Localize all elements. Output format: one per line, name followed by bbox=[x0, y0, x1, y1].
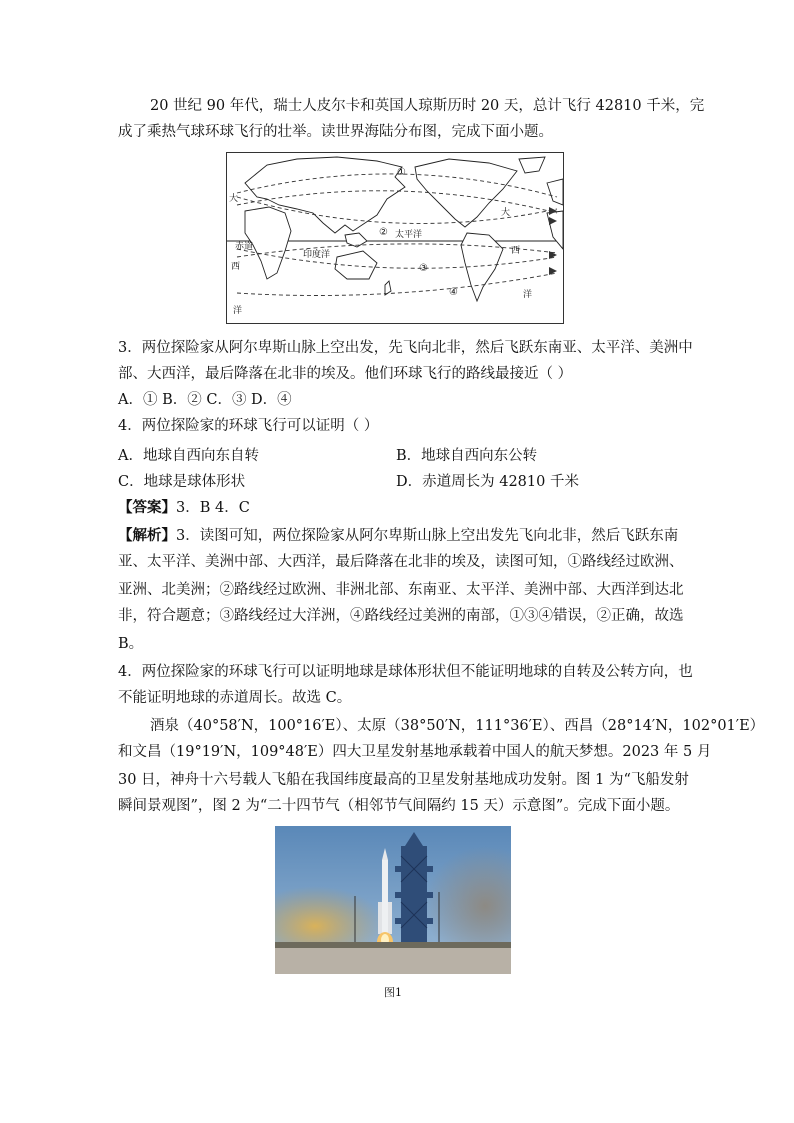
label-chidao: 赤道 bbox=[235, 242, 254, 252]
world-map bbox=[226, 152, 564, 324]
q4-stem: 4．两位探险家的环球飞行可以证明（ ） bbox=[118, 418, 379, 434]
label-pacific: 太平洋 bbox=[395, 230, 423, 240]
intro2-line-3: 30 日，神舟十六号载人飞船在我国纬度最高的卫星发射基地成功发射。图 1 为“飞船发射 bbox=[118, 772, 689, 788]
q4-option-c: C．地球是球体形状 bbox=[118, 474, 246, 490]
new-zealand bbox=[385, 281, 391, 295]
route-4 bbox=[237, 273, 557, 296]
marker-4: ④ bbox=[449, 287, 458, 298]
tree-line bbox=[275, 942, 511, 948]
analysis-line-2: 亚、太平洋、美洲中部、大西洋，最后降落在北非的埃及，读图可知，①路线经过欧洲、 bbox=[118, 554, 684, 570]
continents bbox=[245, 157, 563, 301]
figure1-photo bbox=[275, 826, 511, 974]
analysis-line-6: 4．两位探险家的环球飞行可以证明地球是球体形状但不能证明地球的自转及公转方向，也 bbox=[118, 664, 693, 680]
q3-line-2: 部、大西洋，最后降落在北非的埃及。他们环球飞行的路线最接近（ ） bbox=[118, 366, 573, 382]
figure1-caption: 图1 bbox=[384, 986, 402, 999]
ground bbox=[275, 944, 511, 974]
marker-3: ③ bbox=[419, 263, 428, 274]
label-da-right: 大 bbox=[501, 208, 511, 218]
analysis-line-5: B。 bbox=[118, 636, 144, 652]
label-xi-right: 西 bbox=[511, 246, 521, 256]
intro2-line-4: 瞬间景观图”，图 2 为“二十四节气（相邻节气间隔约 15 天）示意图”。完成下面小题。 bbox=[118, 798, 680, 814]
analysis-line-1 bbox=[118, 526, 678, 546]
analysis-line-3: 亚洲、北美洲；②路线经过欧洲、非洲北部、东南亚、太平洋、美洲中部、大西洋到达北 bbox=[118, 582, 684, 598]
answer-label: 【答案】 bbox=[118, 499, 176, 516]
intro2-line-2: 和文昌（19°19′N，109°48′E）四大卫星发射基地承载着中国人的航天梦想。2023 年 5 月 bbox=[118, 744, 712, 760]
answer-text: 3．B 4．C bbox=[176, 500, 250, 516]
label-xi-left: 西 bbox=[231, 262, 241, 272]
label-indian-ocean: 印度洋 bbox=[303, 250, 331, 260]
analysis-label: 【解析】 bbox=[118, 527, 176, 544]
intro-line-2: 成了乘热气球环球飞行的壮举。读世界海陆分布图，完成下面小题。 bbox=[118, 124, 553, 140]
analysis-text-1: 3．读图可知，两位探险家从阿尔卑斯山脉上空出发先飞向北非，然后飞跃东南 bbox=[176, 528, 679, 544]
q4-option-b: B．地球自西向东公转 bbox=[396, 448, 538, 464]
intro2-line-1: 酒泉（40°58′N，100°16′E）、太原（38°50′N，111°36′E）、西昌（28°14′N，102°01′E） bbox=[150, 718, 765, 734]
africa-right bbox=[547, 211, 563, 249]
intro-line-1: 20 世纪 90 年代，瑞士人皮尔卡和英国人琼斯历时 20 天，总计飞行 42810 千米，完 bbox=[150, 98, 705, 114]
label-yang-left: 洋 bbox=[233, 306, 243, 316]
answer-line bbox=[118, 498, 250, 518]
analysis-line-4: 非，符合题意；③路线经过大洋洲，④路线经过美洲的南部，①③④错误，②正确，故选 bbox=[118, 608, 684, 624]
marker-2: ② bbox=[379, 227, 388, 238]
label-da-left: 大 bbox=[229, 194, 239, 204]
analysis-line-7: 不能证明地球的赤道周长。故选 C。 bbox=[118, 690, 352, 706]
rocket-launch-image bbox=[275, 826, 511, 974]
greenland bbox=[519, 157, 545, 173]
label-yang-right: 洋 bbox=[523, 290, 533, 300]
marker-1: ① bbox=[397, 167, 406, 178]
world-map-drawing bbox=[227, 153, 563, 323]
q3-options: A．① B．② C．③ D．④ bbox=[118, 392, 292, 408]
europe-right bbox=[547, 179, 563, 205]
q4-option-a: A．地球自西向东自转 bbox=[118, 448, 259, 464]
q3-line-1: 3．两位探险家从阿尔卑斯山脉上空出发，先飞向北非，然后飞跃东南亚、太平洋、美洲中 bbox=[118, 340, 693, 356]
q4-option-d: D．赤道周长为 42810 千米 bbox=[396, 474, 579, 490]
